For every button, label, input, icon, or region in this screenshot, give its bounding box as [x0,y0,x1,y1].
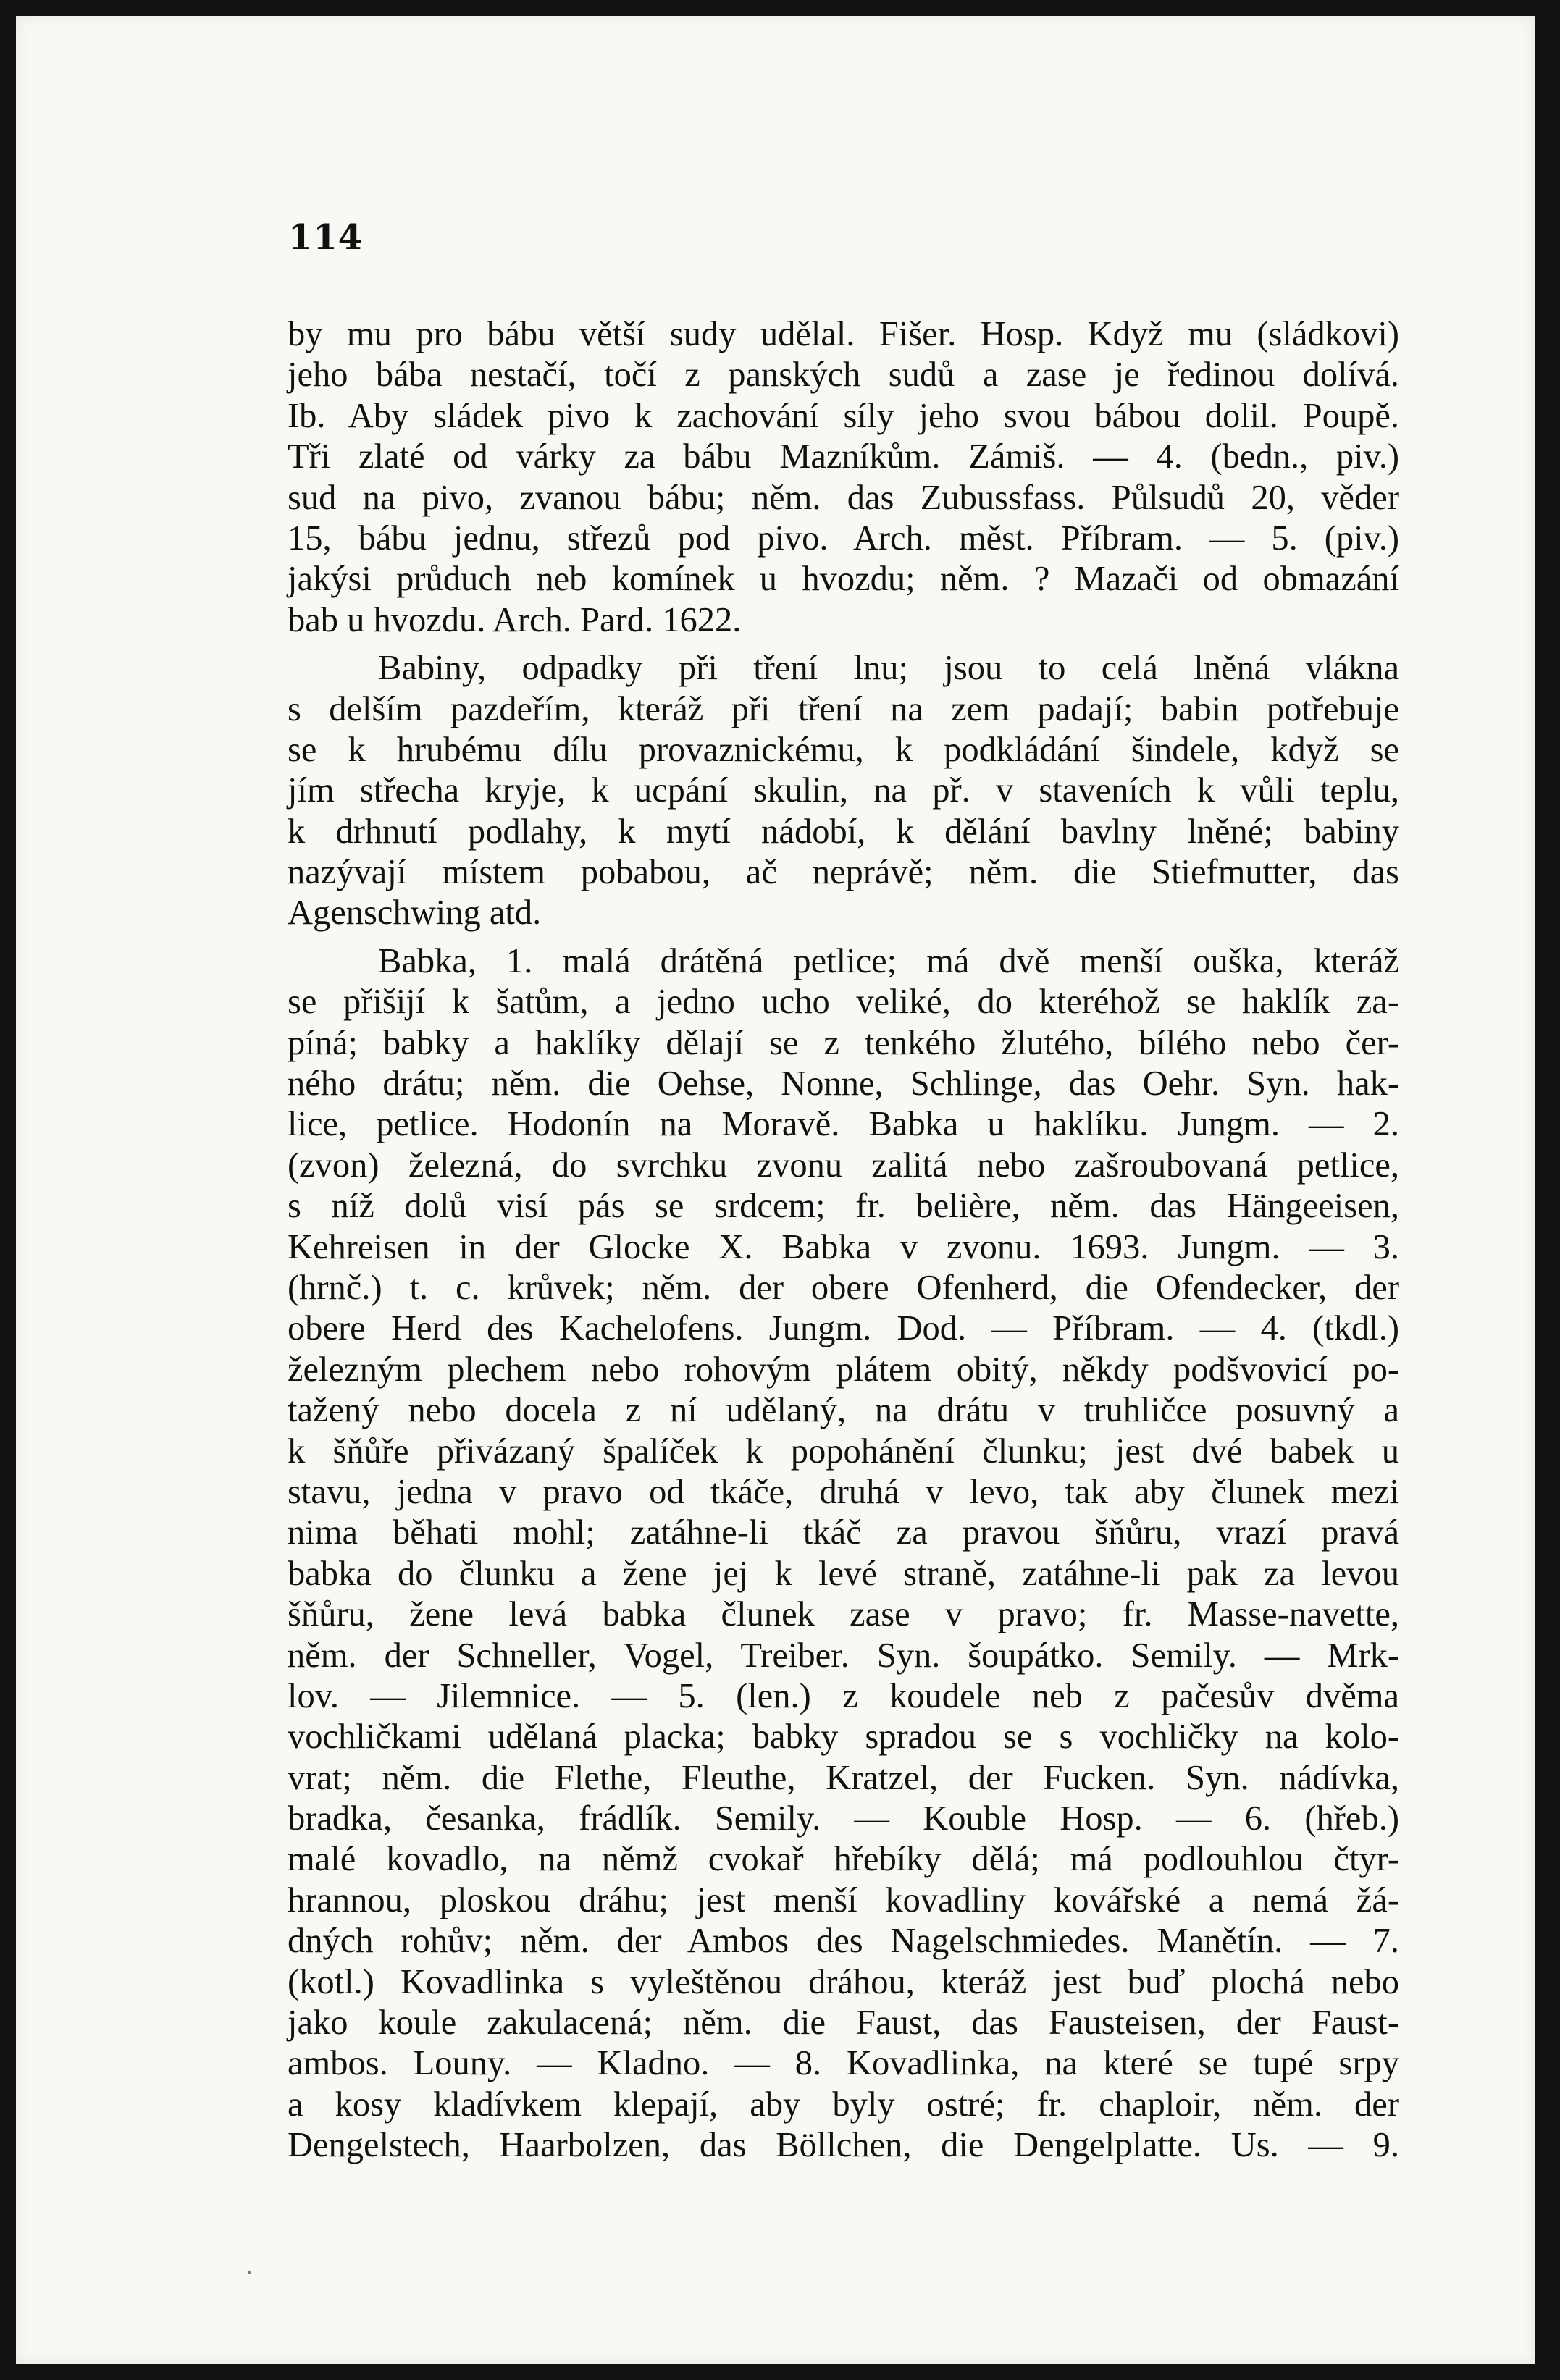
text-line: obere Herd des Kachelofens. Jungm. Dod. — Příbram. — 4. (tkdl.) [288,1309,1399,1348]
text-line: malé kovadlo, na němž cvokař hřebíky dělá; má podlouhlou čtyr- [288,1840,1399,1879]
text-line: jím střecha kryje, k ucpání skulin, na př. v staveních k vůli teplu, [288,771,1399,810]
text-line: s delším pazdeřím, kteráž při tření na zem padají; babin potřebuje [288,689,1399,728]
text-line: Agenschwing atd. [288,893,542,933]
text-line: by mu pro bábu větší sudy udělal. Fišer. Hosp. Když mu (sládkovi) [288,315,1399,353]
text-line: vochličkami udělaná placka; babky spradou se s vochličky na kolo- [288,1717,1399,1757]
text-line: něm. der Schneller, Vogel, Treiber. Syn. šoupátko. Semily. — Mrk- [288,1636,1399,1675]
text-line: píná; babky a haklíky dělají se z tenkého žlutého, bílého nebo čer- [288,1023,1399,1062]
text-line: bab u hvozdu. Arch. Pard. 1622. [288,600,742,639]
text-line: dných rohův; něm. der Ambos des Nagelschmiedes. Manětín. — 7. [288,1922,1399,1961]
text-line: (kotl.) Kovadlinka s vyleštěnou dráhou, kteráž jest buď plochá nebo [288,1962,1399,2001]
page-number: 114 [288,217,364,258]
text-line: lov. — Jilemnice. — 5. (len.) z koudele neb z pačesův dvěma [288,1676,1399,1715]
text-line: nazývají místem pobabou, ač neprávě; něm. die Stiefmutter, das [288,853,1399,892]
text-line: se přišijí k šatům, a jedno ucho veliké, do kteréhož se haklík za- [288,983,1399,1022]
text-line: 15, bábu jednu, střezů pod pivo. Arch. měst. Příbram. — 5. (piv.) [288,518,1399,558]
body-text [288,314,1399,2166]
text-line: Tři zlaté od várky za bábu Mazníkům. Zámiš. — 4. (bedn., piv.) [288,437,1399,476]
entry-headword-line: Babka, 1. malá drátěná petlice; má dvě menší ouška, kteráž [378,941,1399,980]
scan-border [1535,0,1560,2380]
text-line: ného drátu; něm. die Oehse, Nonne, Schlinge, das Oehr. Syn. hak- [288,1064,1399,1103]
text-line: stavu, jedna v pravo od tkáče, druhá v levo, tak aby člunek mezi [288,1472,1399,1511]
text-line: vrat; něm. die Flethe, Fleuthe, Kratzel, der Fucken. Syn. nádívka, [288,1758,1399,1797]
paragraph-gap [288,641,1399,648]
text-line: Ib. Aby sládek pivo k zachování síly jeho svou bábou dolil. Poupě. [288,396,1399,435]
text-line: Dengelstech, Haarbolzen, das Böllchen, die Dengelplatte. Us. — 9. [288,2126,1399,2165]
text-line: železným plechem nebo rohovým plátem obitý, někdy podšvovicí po- [288,1350,1399,1389]
text-line: se k hrubému dílu provaznickému, k podkládání šindele, když se [288,730,1399,769]
text-line: šňůru, žene levá babka člunek zase v pravo; fr. Masse-navette, [288,1595,1399,1634]
entry-headword-line: Babiny, odpadky při tření lnu; jsou to celá lněná vlákna [378,649,1399,688]
text-line: jakýsi průduch neb komínek u hvozdu; něm. ? Mazači od obmazání [288,560,1399,599]
scan-speck: · [246,2261,253,2284]
text-line: tažený nebo docela z ní udělaný, na drátu v truhličce posuvný a [288,1391,1399,1430]
paragraph-gap [288,934,1399,941]
text-line: lice, petlice. Hodonín na Moravě. Babka u haklíku. Jungm. — 2. [288,1105,1399,1144]
text-line: jako koule zakulacená; něm. die Faust, das Fausteisen, der Faust- [288,2003,1399,2043]
text-line: ambos. Louny. — Kladno. — 8. Kovadlinka, na které se tupé srpy [288,2044,1399,2083]
text-line: s níž dolů visí pás se srdcem; fr. belière, něm. das Hängeeisen, [288,1187,1399,1226]
text-line: Kehreisen in der Glocke X. Babka v zvonu. 1693. Jungm. — 3. [288,1227,1399,1266]
text-line: nima běhati mohl; zatáhne-li tkáč za pravou šňůru, vrazí pravá [288,1513,1399,1552]
text-line: hrannou, ploskou dráhu; jest menší kovadliny kovářské a nemá žá- [288,1880,1399,1919]
text-line: bradka, česanka, frádlík. Semily. — Kouble Hosp. — 6. (hřeb.) [288,1799,1399,1838]
text-line: babka do člunku a žene jej k levé straně, zatáhne-li pak za levou [288,1554,1399,1593]
text-line: k šňůře přivázaný špalíček k popohánění člunku; jest dvé babek u [288,1431,1399,1471]
text-line: k drhnutí podlahy, k mytí nádobí, k dělání bavlny lněné; babiny [288,812,1399,851]
text-line: (hrnč.) t. c. krůvek; něm. der obere Ofenherd, die Ofendecker, der [288,1268,1399,1307]
text-line: sud na pivo, zvanou bábu; něm. das Zubussfass. Půlsudů 20, věder [288,478,1399,517]
text-line: (zvon) železná, do svrchku zvonu zalitá nebo zašroubovaná petlice, [288,1145,1399,1185]
text-line: jeho bába nestačí, točí z panských sudů a zase je ředinou dolívá. [288,356,1399,395]
text-line: a kosy kladívkem klepají, aby byly ostré; fr. chaploir, něm. der [288,2085,1399,2124]
book-page [16,16,1535,2364]
